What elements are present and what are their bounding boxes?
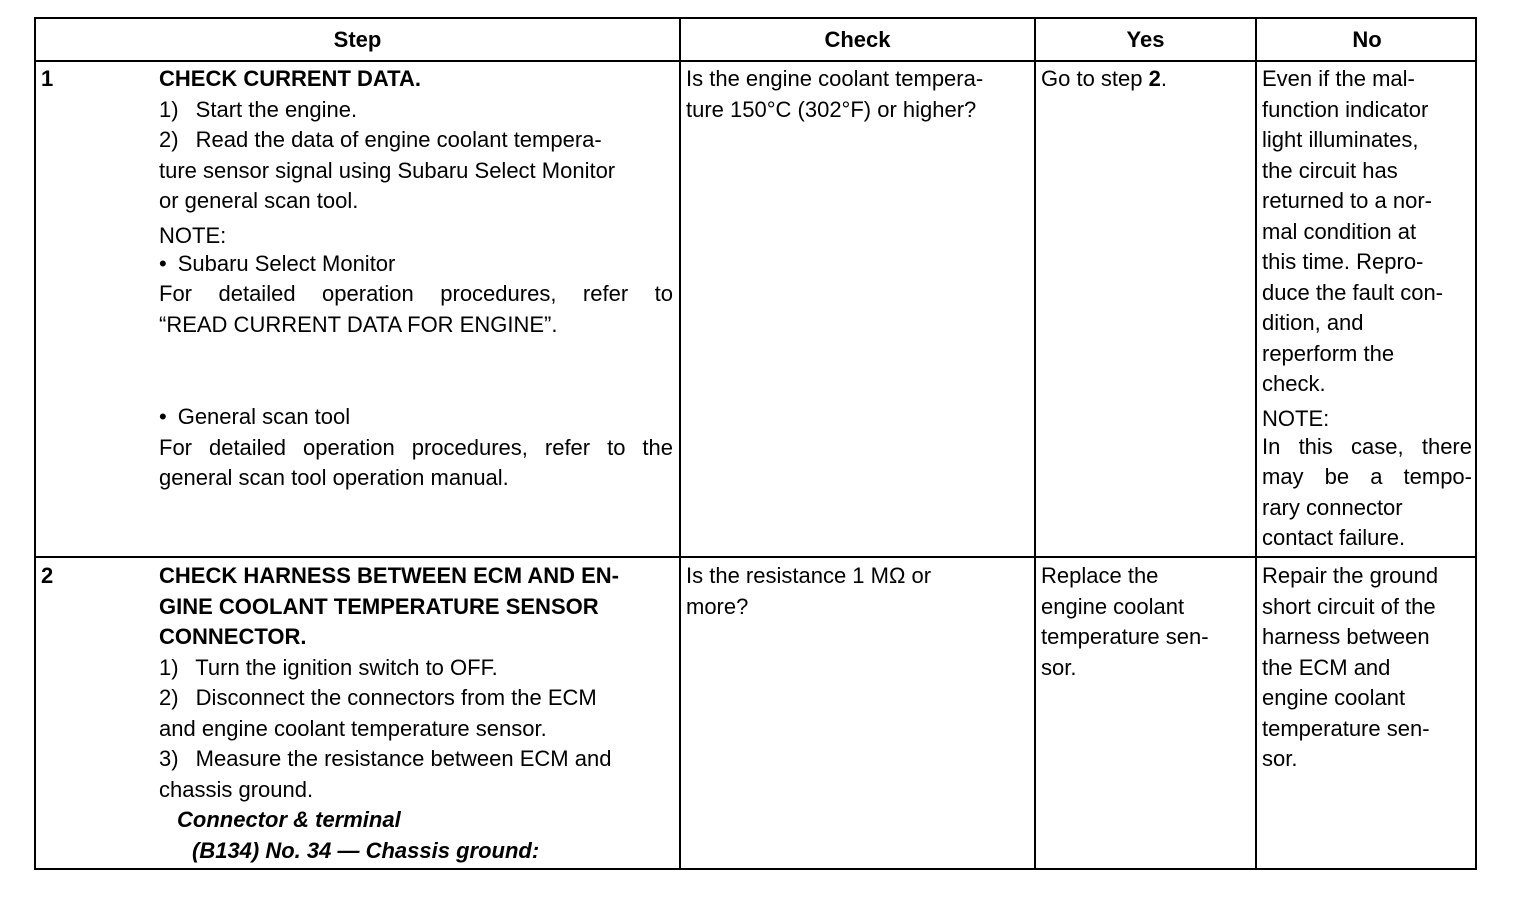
- step-2-no: [1257, 561, 1477, 775]
- step-2-no-line: short circuit of the: [1262, 593, 1436, 619]
- step-1-no-note-line: rary connector: [1262, 494, 1403, 520]
- step-1-check: [681, 64, 1034, 125]
- step-1-no-line: mal condition at: [1262, 218, 1417, 244]
- step-1-note-bullet-select-monitor: • Subaru Select Monitor: [159, 250, 396, 276]
- step-2-check-line: more?: [686, 593, 749, 619]
- step-2-title-line: CONNECTOR.: [159, 624, 307, 649]
- column-divider-check-yes: [1034, 19, 1036, 868]
- step-1-no-note-line: may be a tempo-: [1262, 464, 1472, 489]
- step-1-no-note-label: NOTE:: [1262, 405, 1330, 431]
- step-2-no-line: Repair the ground: [1262, 563, 1439, 588]
- step-2-procedure-line: 2) Disconnect the connectors from the ECM: [159, 685, 597, 710]
- step-2-no-line: harness between: [1262, 624, 1430, 649]
- step-1-check-line: Is the engine coolant tempera-: [686, 66, 984, 91]
- step-2-spec-label: Connector & terminal: [177, 807, 401, 832]
- step-2-procedure-line: and engine coolant temperature sensor.: [159, 715, 547, 741]
- step-1-no-line: the circuit has: [1262, 157, 1398, 183]
- step-1-no-line: reperform the: [1262, 340, 1395, 366]
- step-1-no-line: returned to a nor-: [1262, 188, 1432, 213]
- step-1-yes-suffix: .: [1160, 66, 1167, 91]
- step-2-title-line: GINE COOLANT TEMPERATURE SENSOR: [159, 593, 599, 619]
- header-check: Check: [824, 27, 891, 52]
- step-2-no-line: the ECM and: [1262, 654, 1391, 680]
- step-1-yes-prefix: Go to step: [1041, 66, 1149, 91]
- step-1-no-line: function indicator: [1262, 96, 1429, 122]
- step-2-title-line: CHECK HARNESS BETWEEN ECM AND EN-: [159, 563, 619, 588]
- step-2-yes-line: engine coolant: [1041, 593, 1185, 619]
- step-2-check: [681, 561, 1034, 622]
- diagnostic-table: [34, 17, 1477, 870]
- step-number-1: 1: [41, 66, 54, 91]
- step-1-no-line: duce the fault con-: [1262, 279, 1444, 305]
- step-1-no-note-line: contact failure.: [1262, 525, 1406, 550]
- step-1-note-text: general scan tool operation manual.: [159, 465, 509, 490]
- step-1-content: [154, 64, 678, 494]
- step-1-no-line: Even if the mal-: [1262, 66, 1415, 91]
- step-2-no-line: engine coolant: [1262, 685, 1406, 710]
- step-1-note-text: For detailed operation procedures, refer to: [159, 281, 673, 306]
- step-1-no-line: light illuminates,: [1262, 127, 1419, 152]
- step-1-yes-step-ref[interactable]: 2: [1148, 66, 1161, 91]
- header-step: Step: [333, 27, 382, 52]
- step-1-yes: [1036, 64, 1255, 95]
- step-1-note-text: For detailed operation procedures, refer to the: [159, 434, 673, 460]
- step-1-procedure-line: ture sensor signal using Subaru Select Monitor: [159, 157, 616, 183]
- step-2-check-line: Is the resistance 1 MΩ or: [686, 563, 932, 588]
- row-divider: [36, 556, 1475, 558]
- step-2-procedure-line: 3) Measure the resistance between ECM and: [159, 746, 612, 771]
- step-1-no-line: check.: [1262, 371, 1326, 396]
- step-2-content: [154, 561, 678, 866]
- step-1-no: [1257, 64, 1477, 554]
- step-1-procedure-line: 1) Start the engine.: [159, 96, 358, 122]
- step-2-yes-line: Replace the: [1041, 563, 1159, 588]
- step-1-no-note-line: In this case, there: [1262, 433, 1472, 459]
- step-1-procedure-line: 2) Read the data of engine coolant tempera-: [159, 127, 602, 152]
- step-2-procedure-line: chassis ground.: [159, 776, 314, 802]
- step-1-no-line: dition, and: [1262, 310, 1364, 335]
- step-2-yes-line: sor.: [1041, 654, 1077, 680]
- step-2-yes-line: temperature sen-: [1041, 624, 1209, 649]
- step-1-note-text: “READ CURRENT DATA FOR ENGINE”.: [159, 311, 558, 337]
- column-divider-step-check: [679, 19, 681, 868]
- step-1-procedure-line: or general scan tool.: [159, 188, 359, 213]
- step-2-spec-value: (B134) No. 34 — Chassis ground:: [192, 837, 540, 863]
- step-1-title: CHECK CURRENT DATA.: [159, 66, 421, 91]
- step-1-check-line: ture 150°C (302°F) or higher?: [686, 96, 977, 122]
- step-1-note-label: NOTE:: [159, 222, 227, 248]
- header-yes: Yes: [1126, 27, 1165, 52]
- step-2-no-line: sor.: [1262, 746, 1298, 771]
- step-2-no-line: temperature sen-: [1262, 715, 1430, 741]
- step-1-no-line: this time. Repro-: [1262, 249, 1424, 274]
- step-1-note-bullet-scan-tool: • General scan tool: [159, 404, 351, 429]
- step-2-yes: [1036, 561, 1255, 683]
- step-2-procedure-line: 1) Turn the ignition switch to OFF.: [159, 654, 498, 680]
- header-no: No: [1352, 27, 1382, 52]
- step-number-2: 2: [41, 563, 54, 588]
